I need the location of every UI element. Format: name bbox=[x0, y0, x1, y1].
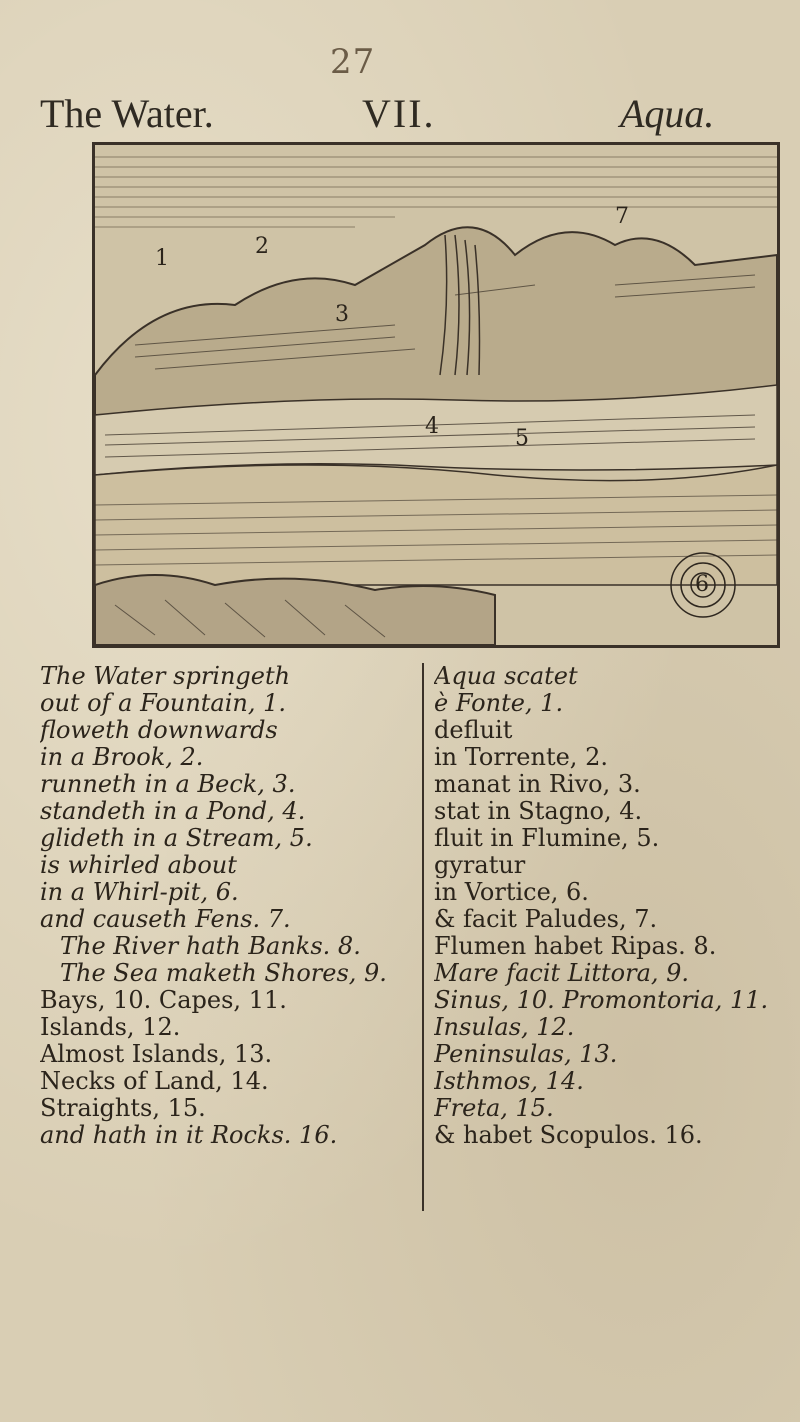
text-line: and causeth Fens. 7. bbox=[40, 906, 291, 933]
figure-number: 4 bbox=[425, 414, 439, 439]
text-line: & facit Paludes, 7. bbox=[434, 906, 658, 933]
figure-number: 1 bbox=[155, 246, 169, 271]
text-line: Almost Islands, 13. bbox=[40, 1041, 273, 1068]
text-line: Insulas, 12. bbox=[434, 1014, 575, 1041]
text-line: out of a Fountain, 1. bbox=[40, 690, 287, 717]
text-line: fluit in Flumine, 5. bbox=[434, 825, 660, 852]
text-line: The River hath Banks. 8. bbox=[60, 933, 361, 960]
text-line: & habet Scopulos. 16. bbox=[434, 1122, 703, 1149]
header-english-title: The Water. bbox=[40, 91, 214, 136]
text-line: stat in Stagno, 4. bbox=[434, 798, 643, 825]
text-line: glideth in a Stream, 5. bbox=[40, 825, 313, 852]
text-line: gyratur bbox=[434, 852, 526, 879]
text-line: The Water springeth bbox=[40, 663, 291, 690]
text-line: Sinus, 10. Promontoria, 11. bbox=[434, 987, 769, 1014]
figure-number: 2 bbox=[255, 234, 269, 259]
figure-number: 7 bbox=[615, 204, 629, 229]
english-text-column bbox=[40, 663, 412, 1149]
text-line: in a Brook, 2. bbox=[40, 744, 204, 771]
header-latin-title: Aqua. bbox=[620, 91, 715, 136]
figure-number: 3 bbox=[335, 302, 349, 327]
text-line: floweth downwards bbox=[40, 717, 278, 744]
text-line: Straights, 15. bbox=[40, 1095, 206, 1122]
page-number: 27 bbox=[330, 42, 376, 82]
text-line: Bays, 10. Capes, 11. bbox=[40, 987, 287, 1014]
figure-number: 5 bbox=[515, 426, 529, 451]
figure-number: 6 bbox=[695, 572, 709, 597]
text-line: The Sea maketh Shores, 9. bbox=[60, 960, 387, 987]
text-line: standeth in a Pond, 4. bbox=[40, 798, 306, 825]
text-line: Islands, 12. bbox=[40, 1014, 181, 1041]
header-chapter-number: VII. bbox=[362, 91, 436, 136]
text-line: Necks of Land, 14. bbox=[40, 1068, 269, 1095]
text-line: defluit bbox=[434, 717, 513, 744]
text-line: in Torrente, 2. bbox=[434, 744, 608, 771]
text-line: in Vortice, 6. bbox=[434, 879, 589, 906]
text-line: Aqua scatet bbox=[434, 663, 578, 690]
text-line: is whirled about bbox=[40, 852, 237, 879]
text-line: manat in Rivo, 3. bbox=[434, 771, 641, 798]
text-line: Mare facit Littora, 9. bbox=[434, 960, 690, 987]
text-line: and hath in it Rocks. 16. bbox=[40, 1122, 338, 1149]
text-line: in a Whirl-pit, 6. bbox=[40, 879, 239, 906]
text-line: è Fonte, 1. bbox=[434, 690, 564, 717]
engraving-illustration bbox=[92, 142, 780, 648]
text-line: Isthmos, 14. bbox=[434, 1068, 584, 1095]
text-line: Freta, 15. bbox=[434, 1095, 554, 1122]
text-line: Flumen habet Ripas. 8. bbox=[434, 933, 717, 960]
text-line: runneth in a Beck, 3. bbox=[40, 771, 296, 798]
latin-text-column bbox=[422, 663, 794, 1211]
text-line: Peninsulas, 13. bbox=[434, 1041, 618, 1068]
